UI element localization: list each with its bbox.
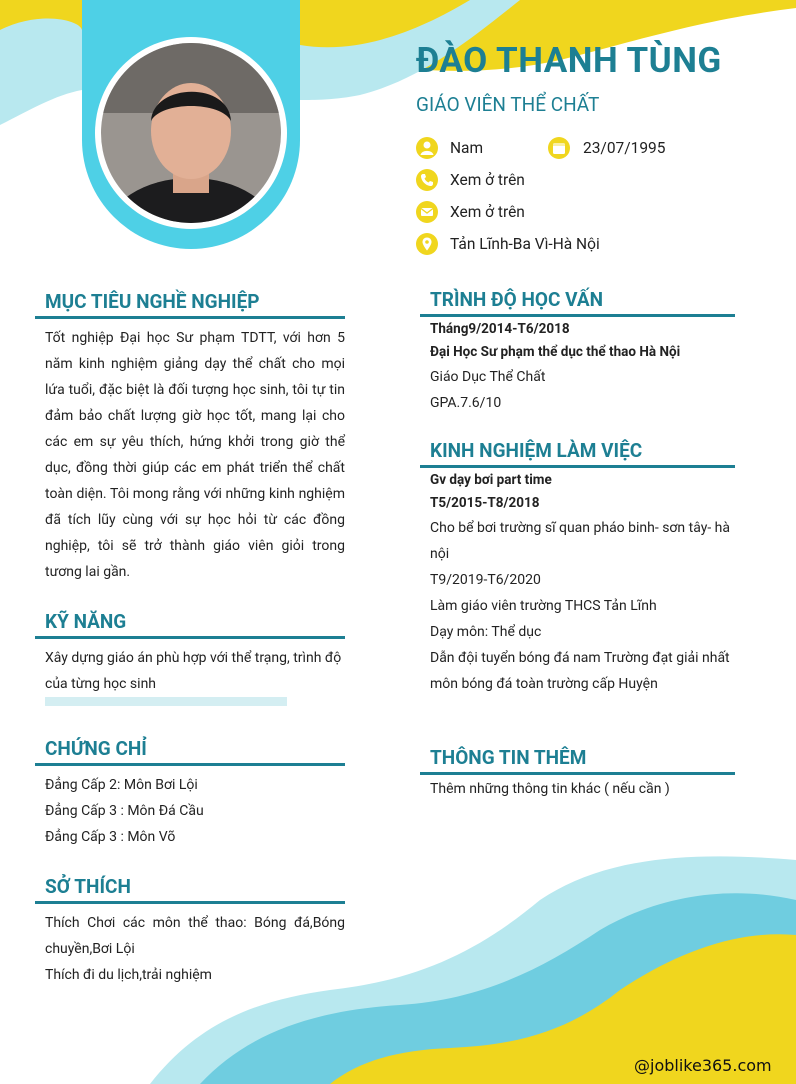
brand-watermark: @joblike365.com xyxy=(634,1056,772,1075)
more-info-divider xyxy=(420,772,735,775)
job-period-1: T5/2015-T8/2018 xyxy=(430,495,540,511)
education-period: Tháng9/2014-T6/2018 xyxy=(430,321,570,337)
skill-level-bar xyxy=(45,697,287,706)
gender-value: Nam xyxy=(450,139,484,157)
avatar xyxy=(101,43,281,223)
education-block xyxy=(430,318,735,416)
hobbies-divider xyxy=(35,901,345,904)
education-title: TRÌNH ĐỘ HỌC VẤN xyxy=(430,288,604,311)
experience-block xyxy=(430,469,735,697)
education-divider xyxy=(420,314,735,317)
education-gpa: GPA.7.6/10 xyxy=(430,395,502,411)
birthday-value: 23/07/1995 xyxy=(583,139,666,157)
job-desc-1: Cho bể bơi trường sĩ quan pháo binh- sơn tây- hà nội xyxy=(430,520,731,562)
hobby-item: Thích đi du lịch,trải nghiệm xyxy=(45,967,212,983)
hobby-item: Thích Chơi các môn thể thao: Bóng đá,Bóng chuyền,Bơi Lội xyxy=(45,915,345,957)
certificates-title: CHỨNG CHỈ xyxy=(45,737,147,760)
skills-title: KỸ NĂNG xyxy=(45,610,127,633)
top-left-cyan-wave xyxy=(0,18,82,125)
more-info-text: Thêm những thông tin khác ( nếu cần ) xyxy=(430,781,670,797)
objective-divider xyxy=(35,316,345,319)
education-school: Đại Học Sư phạm thể dục thể thao Hà Nội xyxy=(430,344,681,360)
job-title-1: Gv dạy bơi part time xyxy=(430,472,552,488)
job-achievement-2: Dẫn đội tuyển bóng đá nam Trường đạt giải nhất môn bóng đá toàn trường cấp Huyện xyxy=(430,650,730,692)
experience-divider xyxy=(420,465,735,468)
certificate-item: Đẳng Cấp 3 : Môn Đá Cầu xyxy=(45,803,204,819)
email-value: Xem ở trên xyxy=(450,203,525,221)
experience-title: KINH NGHIỆM LÀM VIỆC xyxy=(430,439,643,462)
education-major: Giáo Dục Thể Chất xyxy=(430,369,546,385)
skill-level-fill xyxy=(45,697,287,706)
address-value: Tản Lĩnh-Ba Vì-Hà Nội xyxy=(450,235,600,253)
hobbies-title: SỞ THÍCH xyxy=(45,875,131,898)
certificate-item: Đẳng Cấp 2: Môn Bơi Lội xyxy=(45,777,198,793)
job-period-2: T9/2019-T6/2020 xyxy=(430,572,541,588)
certificates-divider xyxy=(35,763,345,766)
phone-value: Xem ở trên xyxy=(450,171,525,189)
certificate-item: Đẳng Cấp 3 : Môn Võ xyxy=(45,829,176,845)
phone-icon xyxy=(416,169,438,191)
skill-item: Xây dựng giáo án phù hợp với thể trạng, trình độ của từng học sinh xyxy=(45,650,342,692)
job-place-2: Làm giáo viên trường THCS Tản Lĩnh xyxy=(430,598,657,614)
objective-text: Tốt nghiệp Đại học Sư phạm TDTT, với hơn 5 năm kinh nghiệm giảng dạy thể chất cho mọi lứa tuổi, đặc biệt là đối tượng học sinh, tôi tự tin đảm bảo chất lượng giờ học tốt, mang lại cho các em sự yêu thích, hứng khởi trong giờ thể dục, đồng thời giúp các em phát triển thể chất toàn diện. Tôi mong rằng với những kinh nghiệm đã tích lũy cùng với sự học hỏi từ các đồng nghiệp, tôi sẽ trở thành giáo viên giỏi trong tương lai gần. xyxy=(45,330,345,580)
objective-title: MỤC TIÊU NGHỀ NGHIỆP xyxy=(45,290,260,313)
skills-divider xyxy=(35,636,345,639)
user-icon xyxy=(416,137,438,159)
job-subject-2: Dạy môn: Thể dục xyxy=(430,624,542,640)
hobbies-list xyxy=(45,910,345,988)
email-icon xyxy=(416,201,438,223)
job-title: GIÁO VIÊN THỂ CHẤT xyxy=(416,93,600,116)
full-name: ĐÀO THANH TÙNG xyxy=(416,40,722,81)
certificates-list xyxy=(45,772,345,850)
calendar-icon xyxy=(548,137,570,159)
more-info-title: THÔNG TIN THÊM xyxy=(430,746,587,769)
location-icon xyxy=(416,233,438,255)
